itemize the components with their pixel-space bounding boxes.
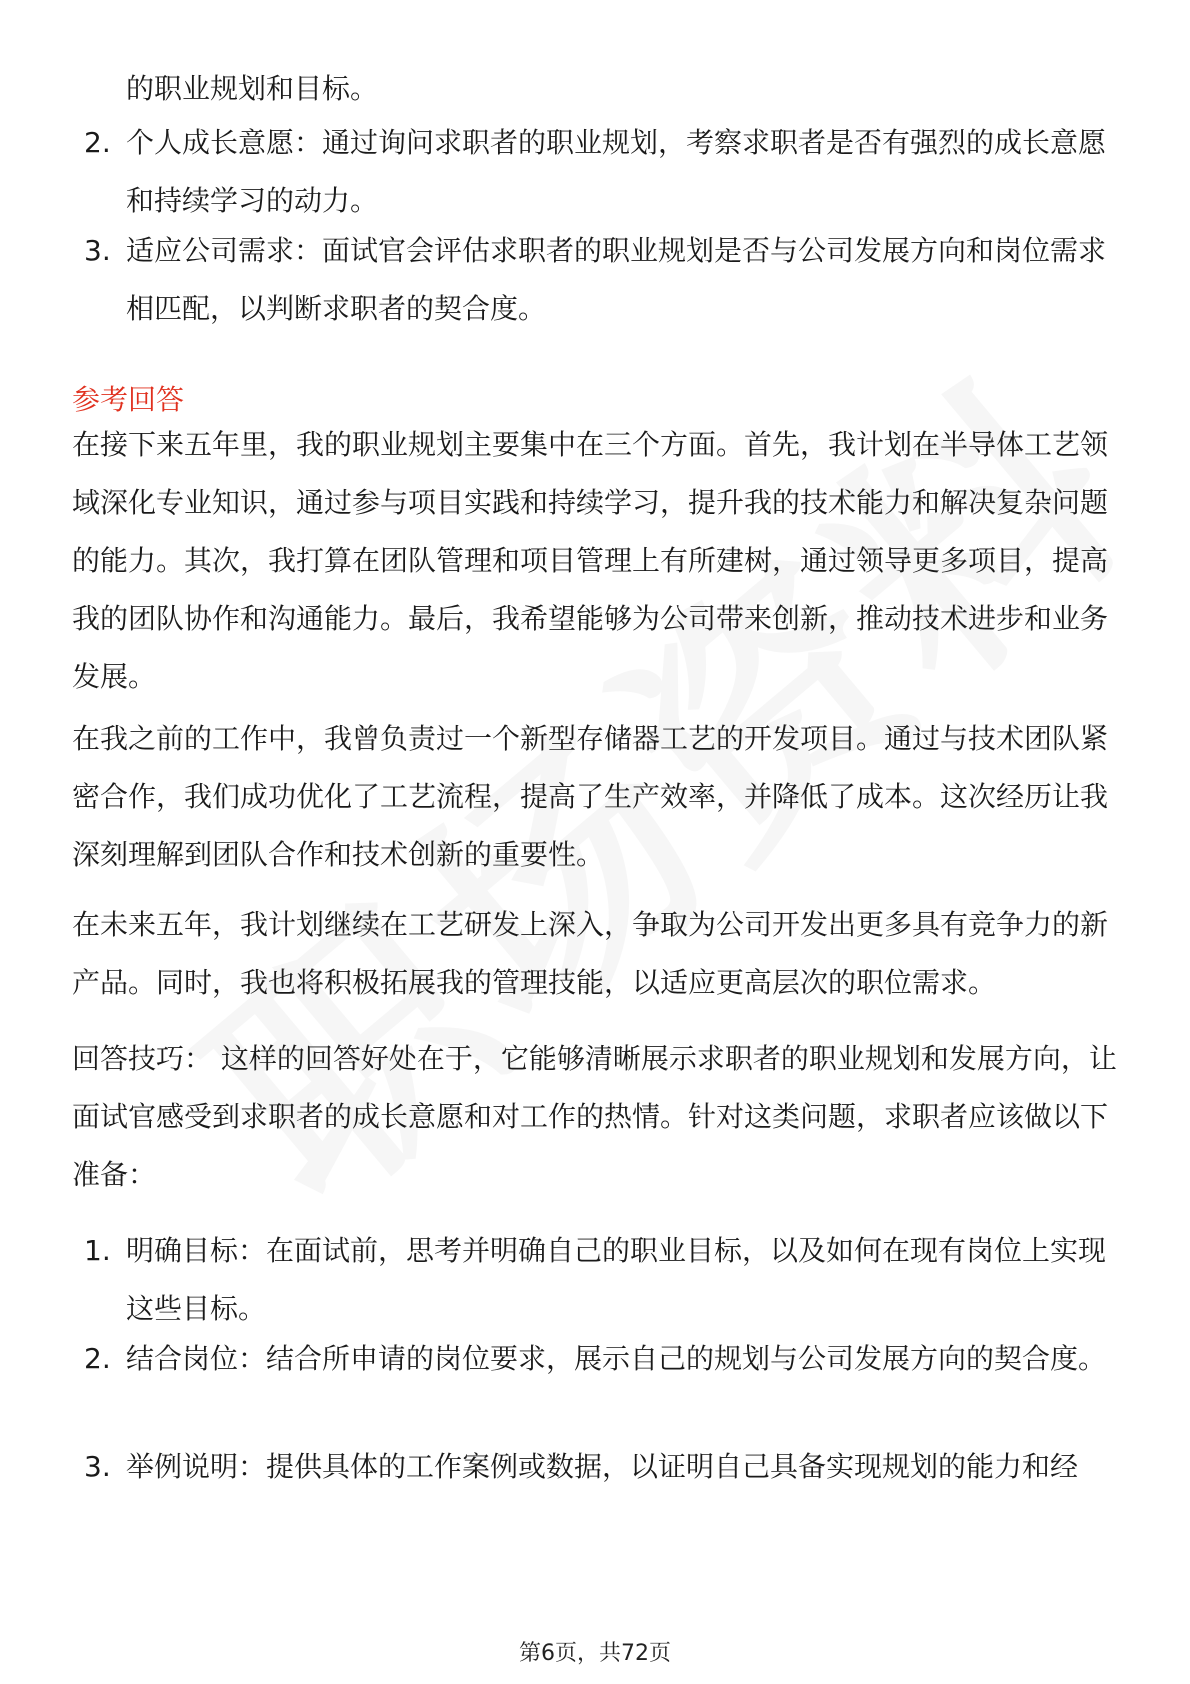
list-number: 2. xyxy=(84,126,111,159)
list-number: 3. xyxy=(84,234,111,267)
list-number: 3. xyxy=(84,1450,111,1483)
list-number: 1. xyxy=(84,1234,111,1267)
paragraph: 在未来五年，我计划继续在工艺研发上深入，争取为公司开发出更多具有竞争力的新产品。同时，我也将积极拓展我的管理技能，以适应更高层次的职位需求。 xyxy=(72,908,1109,999)
list-text: 个人成长意愿：通过询问求职者的职业规划，考察求职者是否有强烈的成长意愿和持续学习的动力。 xyxy=(126,126,1107,217)
page-footer: 第6页，共72页 xyxy=(519,1641,671,1666)
paragraph: 在我之前的工作中，我曾负责过一个新型存储器工艺的开发项目。通过与技术团队紧密合作，我们成功优化了工艺流程，提高了生产效率，并降低了成本。这次经历让我深刻理解到团队合作和技术创新的重要性。 xyxy=(72,722,1109,871)
list-text: 举例说明：提供具体的工作案例或数据，以证明自己具备实现规划的能力和经 xyxy=(126,1450,1079,1483)
list-continuation: 的职业规划和目标。 xyxy=(126,72,379,105)
section-heading: 参考回答 xyxy=(72,383,185,416)
list-text: 结合岗位：结合所申请的岗位要求，展示自己的规划与公司发展方向的契合度。 xyxy=(126,1342,1107,1375)
list-number: 2. xyxy=(84,1342,111,1375)
paragraph: 在接下来五年里，我的职业规划主要集中在三个方面。首先，我计划在半导体工艺领域深化专业知识，通过参与项目实践和持续学习，提升我的技术能力和解决复杂问题的能力。其次，我打算在团队管理和项目管理上有所建树，通过领导更多项目，提高我的团队协作和沟通能力。最后，我希望能够为公司带来创新，推动技术进步和业务发展。 xyxy=(72,428,1109,693)
list-text: 适应公司需求：面试官会评估求职者的职业规划是否与公司发展方向和岗位需求相匹配，以判断求职者的契合度。 xyxy=(126,234,1107,325)
paragraph: 回答技巧： 这样的回答好处在于，它能够清晰展示求职者的职业规划和发展方向，让面试官感受到求职者的成长意愿和对工作的热情。针对这类问题，求职者应该做以下准备： xyxy=(72,1042,1117,1191)
list-text: 明确目标：在面试前，思考并明确自己的职业目标，以及如何在现有岗位上实现这些目标。 xyxy=(126,1234,1107,1325)
